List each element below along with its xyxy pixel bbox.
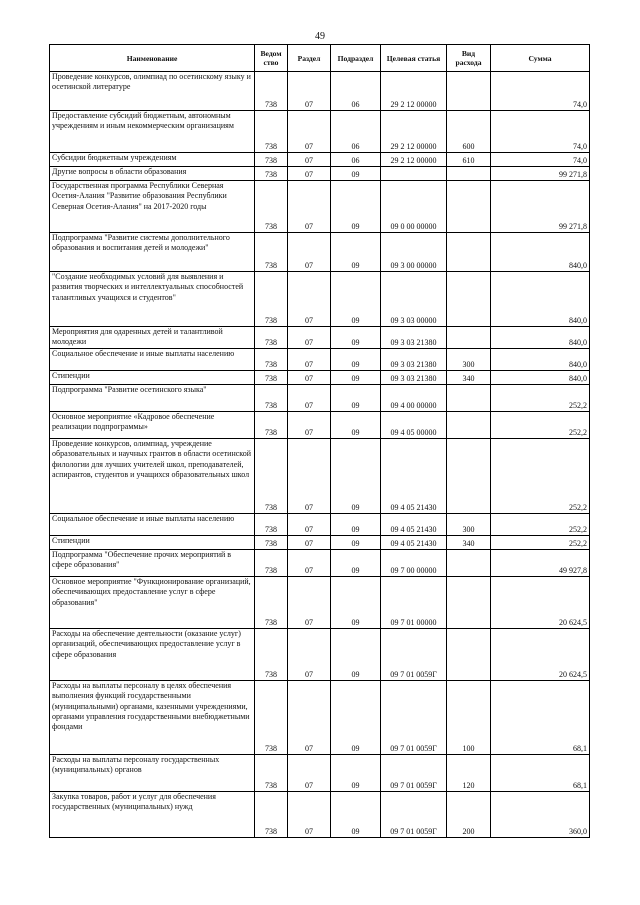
cell-subsection: 06	[331, 72, 381, 111]
cell-section: 07	[288, 755, 331, 792]
cell-section: 07	[288, 272, 331, 327]
header-section: Раздел	[288, 45, 331, 72]
cell-section: 07	[288, 111, 331, 153]
cell-dept: 738	[255, 72, 288, 111]
cell-target: 09 4 05 21430	[381, 536, 447, 550]
cell-subsection: 09	[331, 550, 381, 577]
cell-amount: 840,0	[491, 233, 590, 272]
cell-subsection: 09	[331, 536, 381, 550]
cell-section: 07	[288, 349, 331, 371]
cell-name: Закупка товаров, работ и услуг для обеспечения государственных (муниципальных) нужд	[50, 792, 255, 838]
cell-dept: 738	[255, 181, 288, 233]
cell-subsection: 09	[331, 412, 381, 439]
budget-table	[49, 44, 590, 838]
cell-section: 07	[288, 181, 331, 233]
cell-target	[381, 167, 447, 181]
cell-exptype: 600	[447, 111, 491, 153]
table-row	[50, 272, 590, 327]
cell-subsection: 09	[331, 327, 381, 349]
cell-amount: 252,2	[491, 514, 590, 536]
cell-amount: 74,0	[491, 111, 590, 153]
cell-amount: 360,0	[491, 792, 590, 838]
cell-name: Мероприятия для одаренных детей и талантливой молодежи	[50, 327, 255, 349]
cell-exptype	[447, 385, 491, 412]
cell-dept: 738	[255, 439, 288, 514]
cell-dept: 738	[255, 629, 288, 681]
cell-target: 09 7 01 0059Г	[381, 629, 447, 681]
table-body	[50, 72, 590, 838]
cell-subsection: 09	[331, 181, 381, 233]
cell-target: 09 4 05 00000	[381, 412, 447, 439]
cell-section: 07	[288, 153, 331, 167]
cell-exptype	[447, 233, 491, 272]
cell-target: 29 2 12 00000	[381, 72, 447, 111]
cell-name: Проведение конкурсов, олимпиад по осетинскому языку и осетинской литературе	[50, 72, 255, 111]
cell-dept: 738	[255, 385, 288, 412]
cell-target: 09 3 03 21380	[381, 371, 447, 385]
cell-name: Социальное обеспечение и иные выплаты населению	[50, 514, 255, 536]
table-row	[50, 577, 590, 629]
cell-target: 09 4 05 21430	[381, 439, 447, 514]
cell-exptype: 300	[447, 514, 491, 536]
cell-target: 09 7 01 0059Г	[381, 681, 447, 755]
table-row	[50, 181, 590, 233]
cell-subsection: 09	[331, 792, 381, 838]
table-row	[50, 755, 590, 792]
cell-amount: 68,1	[491, 755, 590, 792]
cell-exptype	[447, 181, 491, 233]
cell-subsection: 09	[331, 371, 381, 385]
cell-exptype	[447, 629, 491, 681]
cell-dept: 738	[255, 349, 288, 371]
cell-target: 29 2 12 00000	[381, 153, 447, 167]
cell-exptype	[447, 272, 491, 327]
cell-subsection: 09	[331, 233, 381, 272]
cell-name: Стипендии	[50, 536, 255, 550]
cell-name: Социальное обеспечение и иные выплаты населению	[50, 349, 255, 371]
cell-exptype	[447, 577, 491, 629]
cell-section: 07	[288, 412, 331, 439]
cell-target: 09 7 00 00000	[381, 550, 447, 577]
cell-exptype: 610	[447, 153, 491, 167]
cell-dept: 738	[255, 153, 288, 167]
cell-section: 07	[288, 536, 331, 550]
cell-target: 09 3 03 21380	[381, 349, 447, 371]
cell-exptype	[447, 412, 491, 439]
header-dept: Ведом ство	[255, 45, 288, 72]
cell-section: 07	[288, 629, 331, 681]
cell-target: 09 7 01 00000	[381, 577, 447, 629]
table-row	[50, 412, 590, 439]
cell-target: 09 3 03 21380	[381, 327, 447, 349]
cell-target: 09 4 00 00000	[381, 385, 447, 412]
cell-subsection: 06	[331, 153, 381, 167]
header-amount: Сумма	[491, 45, 590, 72]
header-exptype: Вид расхода	[447, 45, 491, 72]
cell-subsection: 09	[331, 514, 381, 536]
cell-name: Государственная программа Республики Северная Осетия-Алания "Развитие образования Республики Северная Осетия-Алания" на 2017-2020 годы	[50, 181, 255, 233]
cell-amount: 68,1	[491, 681, 590, 755]
cell-exptype	[447, 550, 491, 577]
cell-dept: 738	[255, 111, 288, 153]
cell-exptype	[447, 439, 491, 514]
table-header-row	[50, 45, 590, 72]
header-name: Наименование	[50, 45, 255, 72]
cell-exptype: 340	[447, 371, 491, 385]
cell-amount: 840,0	[491, 371, 590, 385]
cell-exptype	[447, 167, 491, 181]
cell-dept: 738	[255, 550, 288, 577]
table-row	[50, 385, 590, 412]
cell-section: 07	[288, 167, 331, 181]
cell-section: 07	[288, 439, 331, 514]
cell-amount: 99 271,8	[491, 181, 590, 233]
cell-amount: 252,2	[491, 412, 590, 439]
cell-section: 07	[288, 72, 331, 111]
table-row	[50, 233, 590, 272]
cell-subsection: 06	[331, 111, 381, 153]
cell-amount: 252,2	[491, 439, 590, 514]
cell-name: Расходы на обеспечение деятельности (оказание услуг) организаций, обеспечивающих предоставление услуг в сфере образования	[50, 629, 255, 681]
cell-amount: 74,0	[491, 72, 590, 111]
cell-dept: 738	[255, 272, 288, 327]
cell-name: Стипендии	[50, 371, 255, 385]
cell-subsection: 09	[331, 755, 381, 792]
cell-target: 09 3 03 00000	[381, 272, 447, 327]
table-row	[50, 629, 590, 681]
cell-dept: 738	[255, 577, 288, 629]
page-number: 49	[315, 31, 325, 42]
cell-amount: 20 624,5	[491, 577, 590, 629]
cell-name: Проведение конкурсов, олимпиад, учреждение образовательных и научных грантов в области осетинской филологии для лучших учителей школ, преподавателей, аспирантов, студентов и учащихся образовательных школ	[50, 439, 255, 514]
cell-subsection: 09	[331, 349, 381, 371]
cell-exptype: 100	[447, 681, 491, 755]
cell-dept: 738	[255, 514, 288, 536]
table-row	[50, 111, 590, 153]
cell-name: Расходы на выплаты персоналу в целях обеспечения выполнения функций государственными (муниципальными) органами, казенными учреждениями, органами управления государственными внебюджетными фондами	[50, 681, 255, 755]
cell-section: 07	[288, 550, 331, 577]
table-row	[50, 349, 590, 371]
cell-exptype: 120	[447, 755, 491, 792]
header-subsection: Подраздел	[331, 45, 381, 72]
cell-name: Расходы на выплаты персоналу государственных (муниципальных) органов	[50, 755, 255, 792]
table-row	[50, 153, 590, 167]
cell-section: 07	[288, 327, 331, 349]
cell-name: Основное мероприятие "Функционирование организаций, обеспечивающих предоставление услуг в сфере образования"	[50, 577, 255, 629]
table-row	[50, 792, 590, 838]
cell-section: 07	[288, 681, 331, 755]
cell-amount: 252,2	[491, 536, 590, 550]
cell-amount: 74,0	[491, 153, 590, 167]
cell-exptype: 200	[447, 792, 491, 838]
cell-section: 07	[288, 577, 331, 629]
cell-amount: 49 927,8	[491, 550, 590, 577]
cell-target: 09 7 01 0059Г	[381, 792, 447, 838]
cell-dept: 738	[255, 412, 288, 439]
cell-amount: 99 271,8	[491, 167, 590, 181]
cell-dept: 738	[255, 681, 288, 755]
cell-target: 09 0 00 00000	[381, 181, 447, 233]
cell-target: 09 7 01 0059Г	[381, 755, 447, 792]
cell-subsection: 09	[331, 439, 381, 514]
cell-exptype	[447, 327, 491, 349]
cell-subsection: 09	[331, 577, 381, 629]
cell-name: Подпрограмма "Развитие системы дополнительного образования и воспитания детей и молодежи"	[50, 233, 255, 272]
cell-subsection: 09	[331, 629, 381, 681]
cell-exptype	[447, 72, 491, 111]
table-row	[50, 72, 590, 111]
cell-amount: 840,0	[491, 327, 590, 349]
table-row	[50, 536, 590, 550]
cell-section: 07	[288, 514, 331, 536]
cell-name: Подпрограмма "Развитие осетинского языка"	[50, 385, 255, 412]
cell-subsection: 09	[331, 272, 381, 327]
cell-amount: 840,0	[491, 272, 590, 327]
cell-target: 09 4 05 21430	[381, 514, 447, 536]
cell-section: 07	[288, 233, 331, 272]
cell-dept: 738	[255, 327, 288, 349]
header-target: Целевая статья	[381, 45, 447, 72]
cell-section: 07	[288, 371, 331, 385]
table-row	[50, 439, 590, 514]
cell-dept: 738	[255, 755, 288, 792]
cell-subsection: 09	[331, 167, 381, 181]
cell-amount: 252,2	[491, 385, 590, 412]
cell-amount: 20 624,5	[491, 629, 590, 681]
cell-name: Предоставление субсидий бюджетным, автономным учреждениям и иным некоммерческим организациям	[50, 111, 255, 153]
table-row	[50, 371, 590, 385]
cell-section: 07	[288, 385, 331, 412]
cell-target: 29 2 12 00000	[381, 111, 447, 153]
cell-subsection: 09	[331, 385, 381, 412]
cell-exptype: 340	[447, 536, 491, 550]
cell-amount: 840,0	[491, 349, 590, 371]
cell-target: 09 3 00 00000	[381, 233, 447, 272]
cell-section: 07	[288, 792, 331, 838]
cell-name: Основное мероприятие «Кадровое обеспечение реализации подпрограммы»	[50, 412, 255, 439]
table-row	[50, 327, 590, 349]
cell-name: "Создание необходимых условий для выявления и развития творческих и интеллектуальных способностей талантливых учащихся и студентов"	[50, 272, 255, 327]
cell-exptype: 300	[447, 349, 491, 371]
cell-dept: 738	[255, 792, 288, 838]
cell-dept: 738	[255, 536, 288, 550]
table-row	[50, 514, 590, 536]
table-row	[50, 167, 590, 181]
cell-name: Субсидии бюджетным учреждениям	[50, 153, 255, 167]
table-row	[50, 550, 590, 577]
cell-subsection: 09	[331, 681, 381, 755]
table-row	[50, 681, 590, 755]
cell-dept: 738	[255, 233, 288, 272]
cell-dept: 738	[255, 167, 288, 181]
cell-name: Другие вопросы в области образования	[50, 167, 255, 181]
cell-dept: 738	[255, 371, 288, 385]
cell-name: Подпрограмма "Обеспечение прочих мероприятий в сфере образования"	[50, 550, 255, 577]
